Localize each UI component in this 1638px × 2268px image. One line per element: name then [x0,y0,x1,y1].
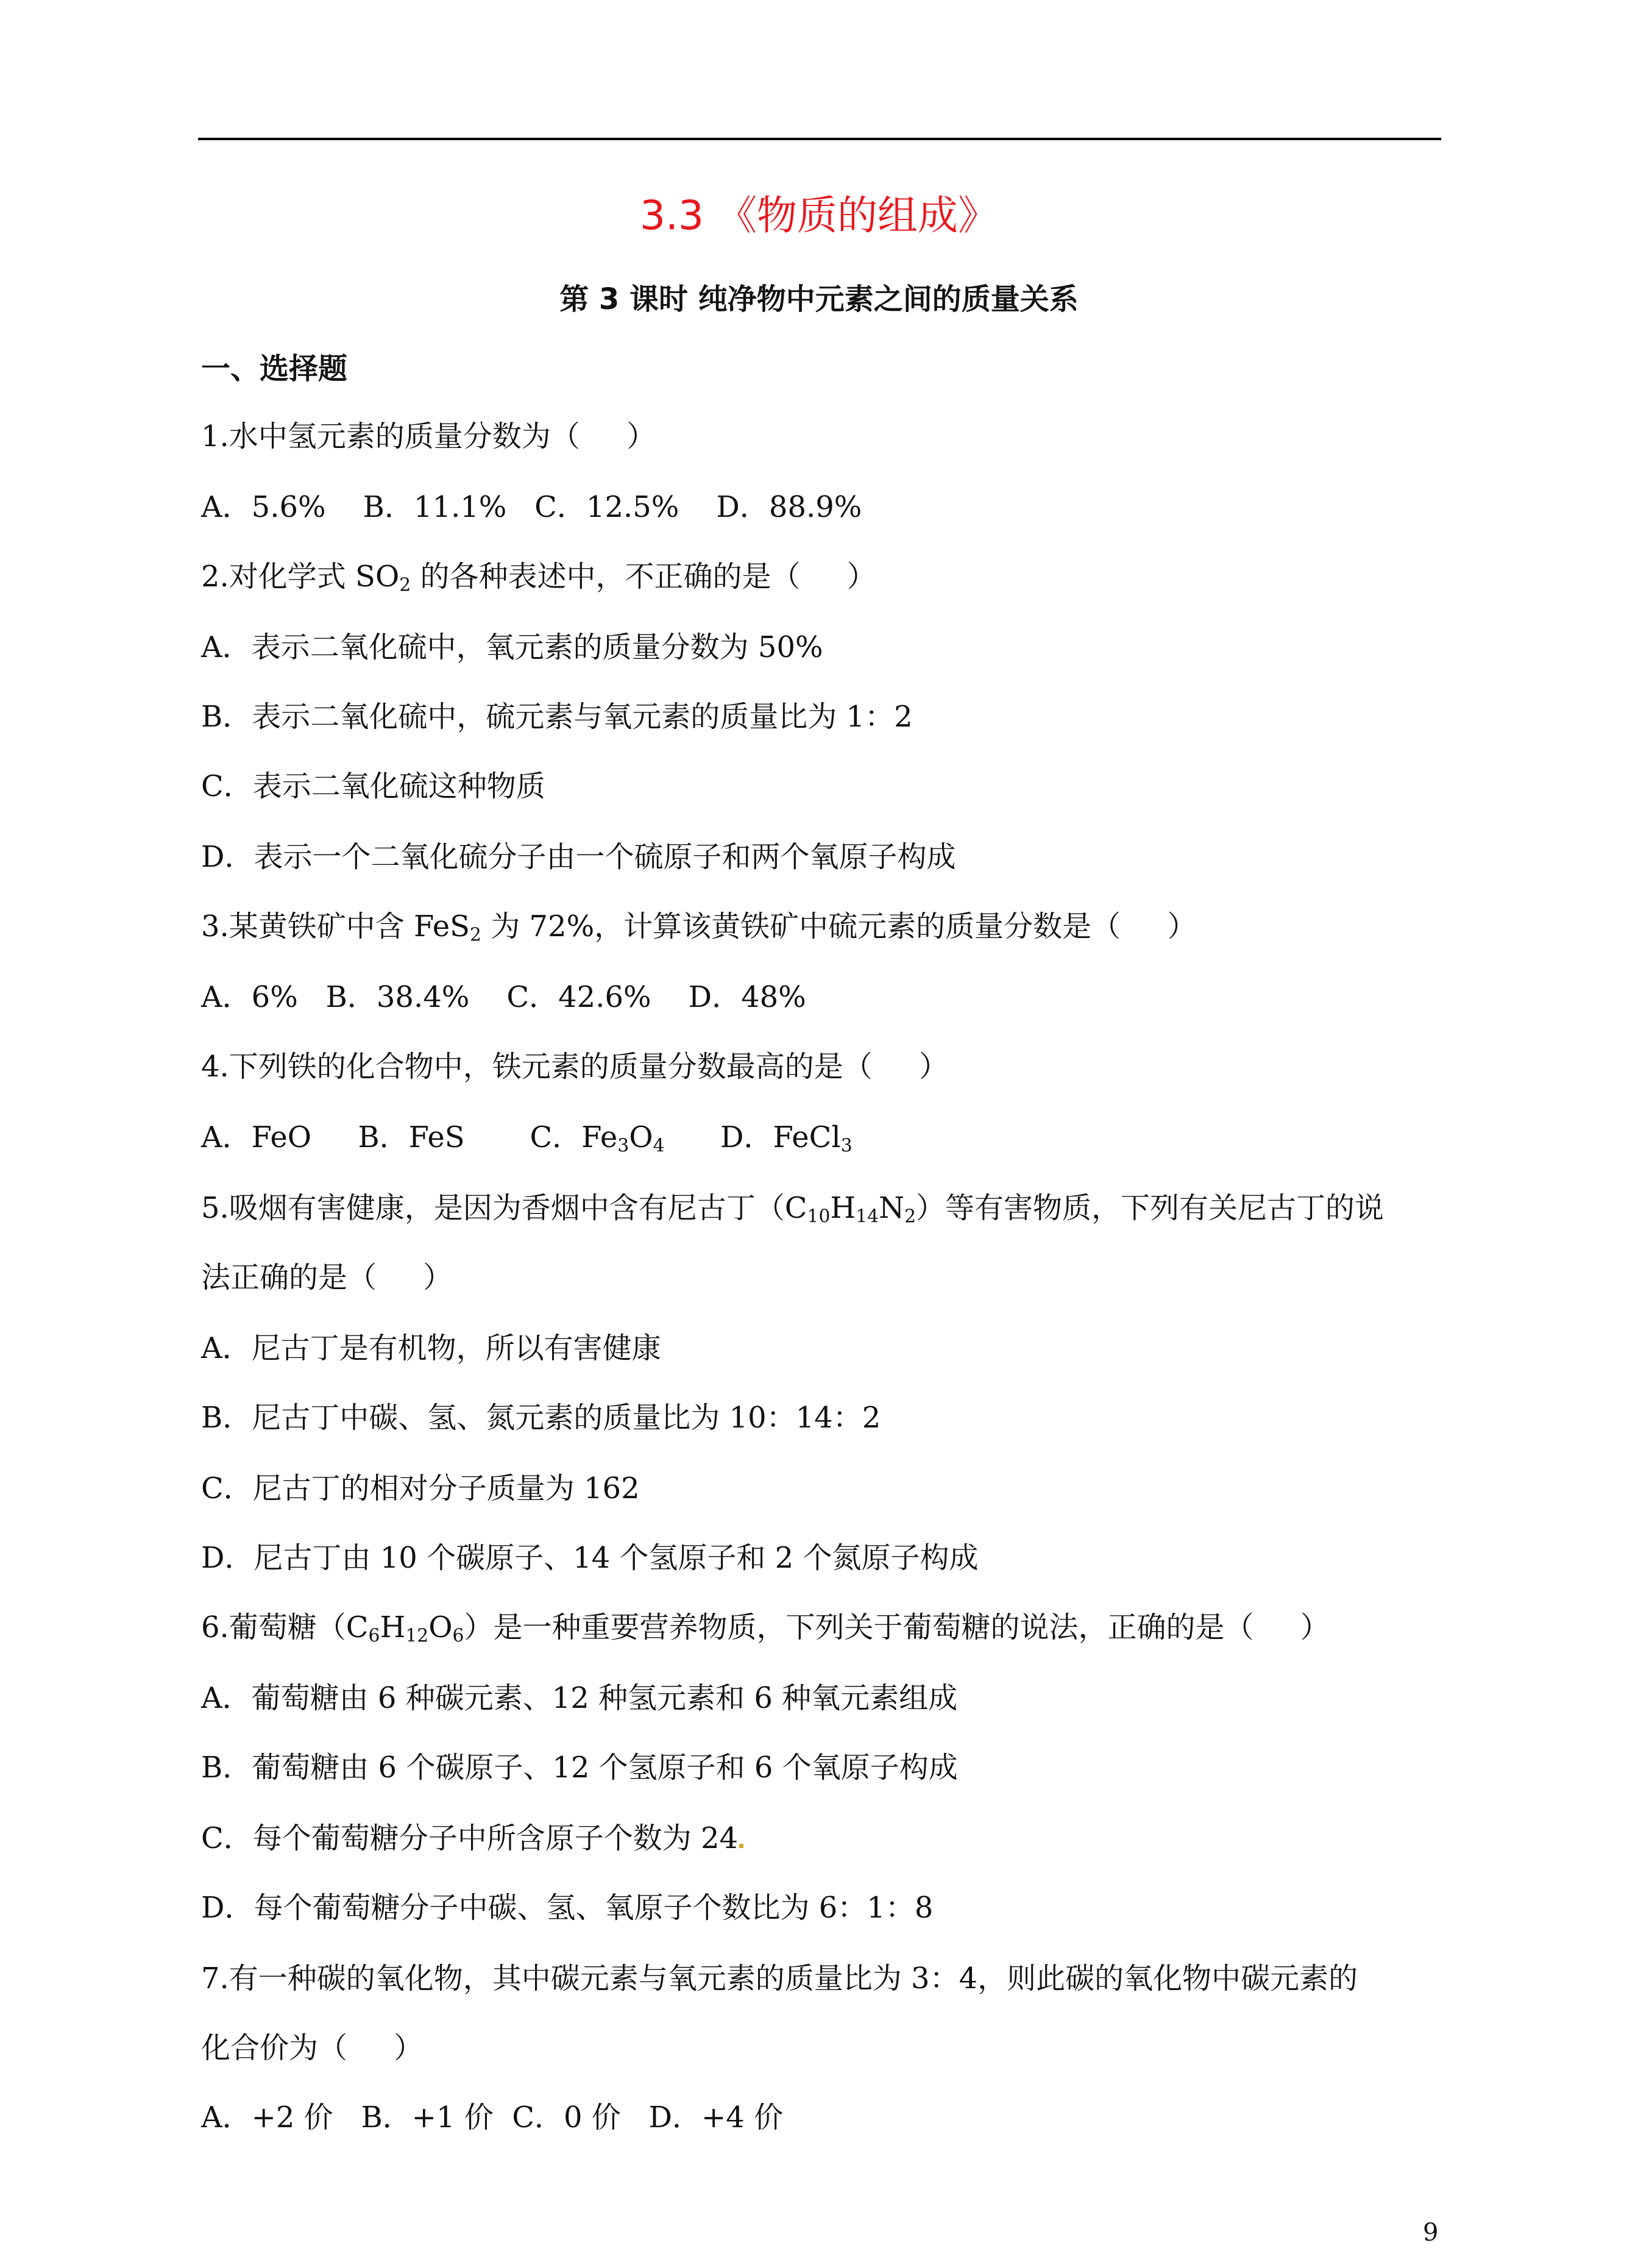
section-heading: 一、选择题 [201,352,348,386]
question-5-option-b: B．尼古丁中碳、氢、氮元素的质量比为 10：14：2 [201,1401,881,1435]
question-5-option-a: A．尼古丁是有机物，所以有害健康 [201,1331,661,1365]
question-5-stem-continued: 法正确的是（ ） [201,1260,453,1295]
question-5-option-d: D．尼古丁由 10 个碳原子、14 个氢原子和 2 个氮原子构成 [201,1541,979,1575]
lesson-subtitle: 第 3 课时 纯净物中元素之间的质量关系 [559,282,1079,316]
question-6-option-c: C．每个葡萄糖分子中所含原子个数为 24 [201,1824,743,1853]
question-5-option-c: C．尼古丁的相对分子质量为 162 [201,1471,640,1505]
question-7-stem: 7.有一种碳的氧化物，其中碳元素与氧元素的质量比为 3：4，则此碳的氧化物中碳元素的 [201,1961,1358,1996]
question-2-option-a: A．表示二氧化硫中，氧元素的质量分数为 50% [201,630,823,664]
question-3-options: A．6% B．38.4% C．42.6% D．48% [201,980,806,1014]
question-6-stem: 6.葡萄糖$(C_6H_{12}O_6)$是一种重要营养物质，下列关于葡萄糖的说法，正确的是（ ） [201,1610,1330,1647]
question-1-stem: 1.水中氢元素的质量分数为（ ） [201,419,656,453]
question-7-stem-continued: 化合价为（ ） [201,2031,424,2065]
question-3-stem: 3.某黄铁矿中含 FeS$_2$ 为 72%，计算该黄铁矿中硫元素的质量分数是（ ） [201,909,1197,946]
question-2-option-d: D．表示一个二氧化硫分子由一个硫原子和两个氧原子构成 [201,840,956,874]
question-4-stem: 4.下列铁的化合物中，铁元素的质量分数最高的是（ ） [201,1050,949,1084]
header-rule [198,138,1441,140]
question-2-option-c: C．表示二氧化硫这种物质 [201,769,545,803]
stray-dot-mark [739,1844,743,1848]
question-5-stem: 5.吸烟有害健康，是因为香烟中含有尼古丁$(C_{10}H_{14}N_2)$等有害物质，下列有关尼古丁的说 [201,1191,1384,1228]
question-6-option-b: B．葡萄糖由 6 个碳原子、12 个氢原子和 6 个氧原子构成 [201,1751,958,1785]
question-2-option-b: B．表示二氧化硫中，硫元素与氧元素的质量比为 1：2 [201,700,913,734]
page-number: 9 [1423,2219,1439,2247]
question-6-option-a: A．葡萄糖由 6 种碳元素、12 种氢元素和 6 种氧元素组成 [201,1681,958,1715]
question-1-options: A．5.6% B．11.1% C．12.5% D．88.9% [201,490,862,524]
question-4-options: A．FeO B．FeS C．$Fe_3O_4$ D．FeCl$_3$ [201,1120,853,1157]
question-2-stem: 2.对化学式 $SO_2$ 的各种表述中，不正确的是（ ） [201,560,876,596]
question-7-options: A．+2 价 B．+1 价 C．0 价 D．+4 价 [201,2100,784,2135]
question-6-option-d: D．每个葡萄糖分子中碳、氢、氧原子个数比为 6：1：8 [201,1891,934,1925]
document-title: 3.3 《物质的组成》 [640,192,998,239]
